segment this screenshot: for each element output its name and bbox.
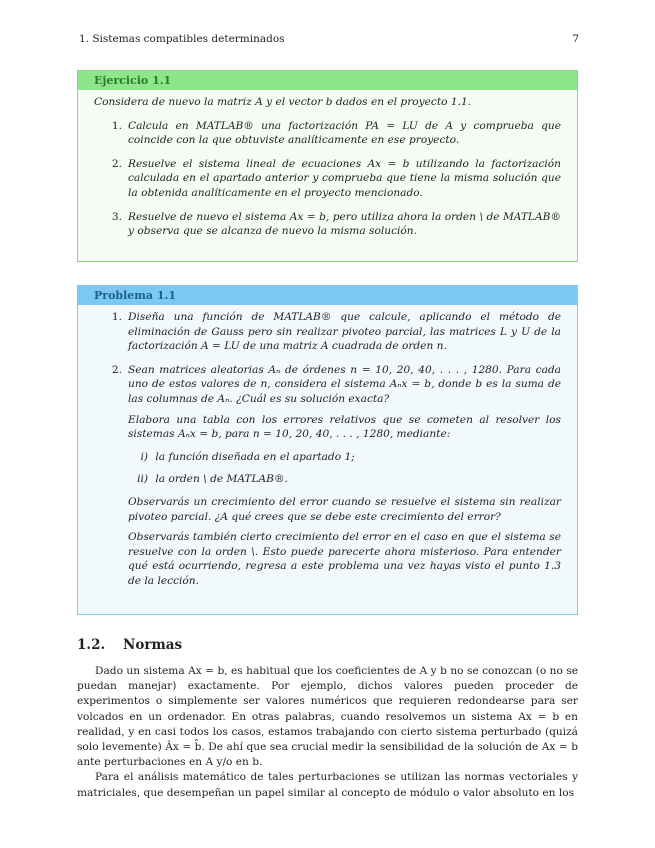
subitem-marker: ii) [137, 473, 148, 486]
problem-observation: Observarás también cierto crecimiento del error en el caso en que el sistema se resuelve con la orden \. Esto puede parecerte ahora misterioso. Para entender qué está ocurriendo, regresa a este problema una vez hayas visto el punto 1.3 de la lección. [128, 531, 561, 587]
running-head [79, 33, 579, 45]
item-text: Sean matrices aleatorias Aₙ de órdenes n = 10, 20, 40, . . . , 1280. Para cada uno de estos valores de n, considera el sistema Aₙx = b, donde b es la suma de las columnas de Aₙ. ¿Cuál es su solución exacta? [128, 363, 561, 405]
problem-item [94, 363, 561, 407]
problem-body [78, 305, 577, 589]
item-text: Calcula en MATLAB® una factorización PA = LU de A y comprueba que coincide con la que obtuviste analíticamente en ese proyecto. [128, 119, 561, 147]
subitem [128, 450, 561, 465]
problem-observation: Observarás un crecimiento del error cuando se resuelve el sistema sin realizar pivoteo parcial. ¿A qué crees que se debe este crecimiento del error? [128, 495, 561, 523]
section-heading [77, 637, 182, 653]
problem-item [94, 310, 561, 354]
section-number: 1.2. [77, 637, 106, 653]
exercise-item [94, 210, 561, 239]
problem-box [77, 285, 578, 615]
exercise-item [94, 119, 561, 148]
subitem-marker: i) [140, 450, 148, 463]
exercise-item [94, 157, 561, 201]
section-body [77, 664, 578, 801]
item-text: Diseña una función de MATLAB® que calcule, aplicando el método de eliminación de Gauss pero sin realizar pivoteo parcial, las matrices L y U de la factorización A = LU de una matriz A cuadrada de orden n. [128, 311, 561, 353]
item-number: 3. [111, 210, 122, 223]
body-paragraph: Dado un sistema Ax = b, es habitual que los coeficientes de A y b no se conozcan (o no se puedan manejar) exactamente. Por ejemplo, dichos valores pueden proceder de experimentos o simplemente ser valores numéricos que requieren redondearse para ser volcados en un ordenador. En otras palabras, cuando resolvemos un sistema Ax = b en realidad, y en casi todos los casos, estamos trabajando con cierto sistema perturbado (quizá solo levemente) Âx = b̂. De ahí que sea crucial medir la sensibilidad de la solución de Ax = b ante perturbaciones en A y/o en b. [77, 665, 578, 769]
item-number: 1. [111, 311, 122, 323]
body-paragraph: Para el análisis matemático de tales perturbaciones se utilizan las normas vectoriales y matriciales, que desempeñan un papel similar al concepto de módulo o valor absoluto en los [77, 771, 578, 799]
item-number: 1. [111, 119, 122, 132]
item-number: 2. [111, 157, 122, 170]
section-title: Normas [123, 637, 183, 653]
item-text: Resuelve de nuevo el sistema Ax = b, pero utiliza ahora la orden \ de MATLAB® y observa que se alcanza de nuevo la misma solución. [128, 210, 561, 238]
problem-subitems [128, 450, 561, 487]
exercise-title: Ejercicio 1.1 [78, 71, 577, 90]
exercise-list [94, 119, 561, 239]
problem-paragraph: Elabora una tabla con los errores relativos que se cometen al resolver los sistemas Aₙx = b, para n = 10, 20, 40, . . . , 1280, mediante: [128, 413, 561, 441]
exercise-box [77, 70, 578, 262]
problem-list [94, 310, 561, 407]
chapter-title: 1. Sistemas compatibles determinados [79, 33, 285, 45]
page-number: 7 [572, 33, 579, 45]
subitem [128, 472, 561, 487]
problem-title: Problema 1.1 [78, 286, 577, 305]
exercise-intro: Considera de nuevo la matriz A y el vector b dados en el proyecto 1.1. [94, 96, 472, 108]
item-text: Resuelve el sistema lineal de ecuaciones Ax = b utilizando la factorización calculada en el apartado anterior y comprueba que tiene la misma solución que la obtenida analíticamente en el proyecto mencionado. [128, 157, 561, 199]
exercise-body [78, 90, 577, 239]
subitem-text: la función diseñada en el apartado 1; [155, 450, 355, 463]
subitem-text: la orden \ de MATLAB®. [155, 473, 288, 486]
item-number: 2. [111, 363, 122, 376]
